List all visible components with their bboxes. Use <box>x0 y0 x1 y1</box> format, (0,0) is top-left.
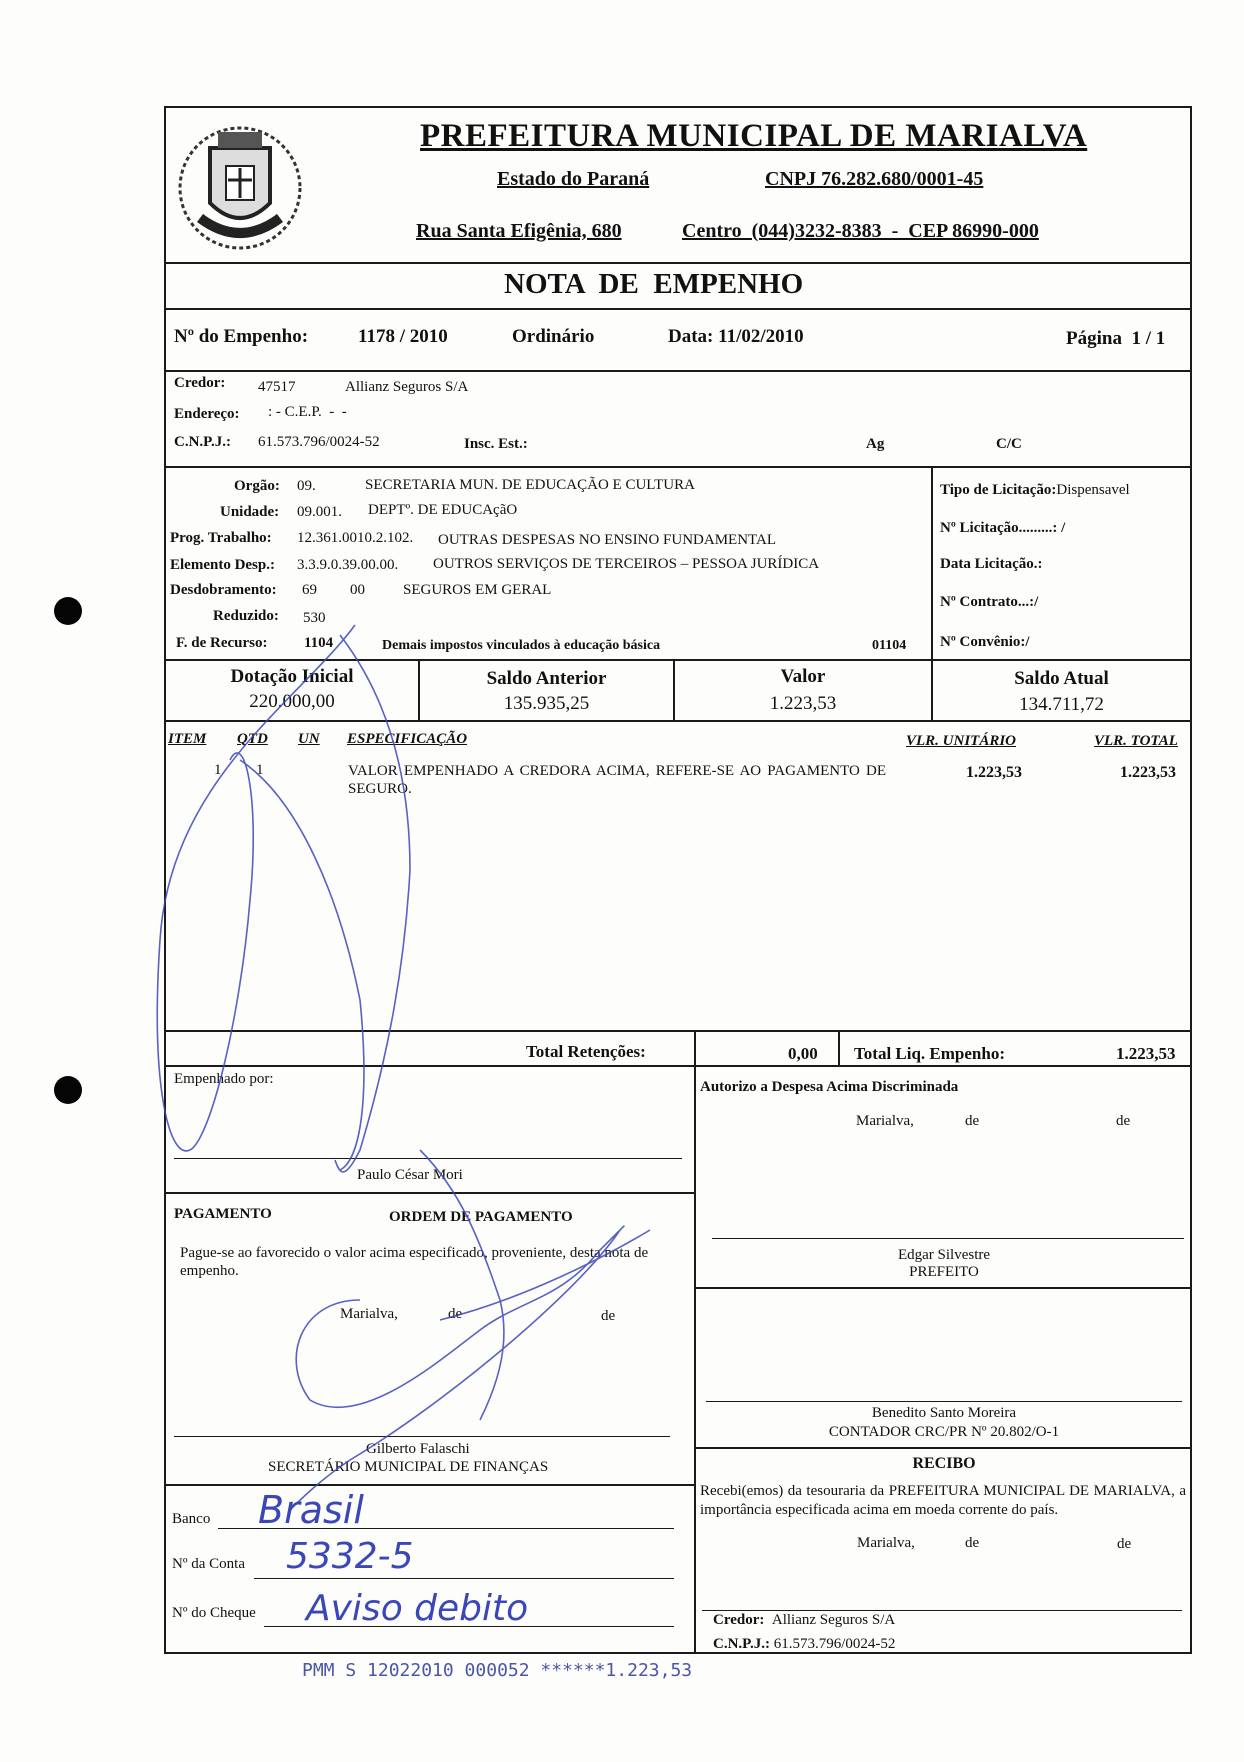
desd-name: SEGUROS EM GERAL <box>403 582 552 598</box>
autorizo-role: PREFEITO <box>909 1264 979 1280</box>
recibo-credor-value: Allianz Seguros S/A <box>771 1612 896 1628</box>
row-unit: 1.223,53 <box>966 764 1022 781</box>
licitacao-num: Nº Licitação.........: / <box>940 520 1066 536</box>
banco-value: Brasil <box>258 1488 364 1532</box>
ag-label: Ag <box>866 436 885 452</box>
col-header-qtd: QTD <box>237 731 268 747</box>
credor-label: Credor: <box>174 375 226 391</box>
dotacao-label: Dotação Inicial <box>230 666 354 687</box>
reduzido-value: 530 <box>303 610 326 626</box>
reduzido-label: Reduzido: <box>213 608 279 624</box>
insc-label: Insc. Est.: <box>464 436 528 452</box>
recibo-cnpj-label: C.N.P.J.: <box>713 1636 770 1652</box>
liq-value: 1.223,53 <box>1116 1044 1176 1063</box>
recibo-credor-label: Credor: <box>713 1612 765 1628</box>
licitacao-tipo-value: Dispensavel <box>1056 482 1130 498</box>
recurso-label: F. de Recurso: <box>176 635 268 651</box>
payment-stamp: PMM S 12022010 000052 ******1.223,53 <box>302 1660 693 1681</box>
header-contact: Centro (044)3232-8383 - CEP 86990-000 <box>682 220 1039 242</box>
recurso-code2: 01104 <box>872 638 907 653</box>
cnpj-value: 61.573.796/0024-52 <box>258 434 380 450</box>
header-cnpj: CNPJ 76.282.680/0001-45 <box>765 168 984 190</box>
recurso-name: Demais impostos vinculados à educação básica <box>382 638 661 653</box>
credor-code: 47517 <box>258 379 296 395</box>
empenho-label: Nº do Empenho: <box>174 326 309 347</box>
licitacao-contrato: Nº Contrato...:/ <box>940 594 1039 610</box>
pagamento-de2: de <box>601 1308 616 1324</box>
empenho-date: Data: 11/02/2010 <box>668 326 804 347</box>
liq-label: Total Liq. Empenho: <box>854 1044 1005 1063</box>
elem-name: OUTROS SERVIÇOS DE TERCEIROS – PESSOA JURÍDICA <box>433 556 820 572</box>
orgao-code: 09. <box>297 478 316 494</box>
conta-label: Nº da Conta <box>172 1556 245 1572</box>
valor-value: 1.223,53 <box>769 693 837 714</box>
autorizo-label: Autorizo a Despesa Acima Discriminada <box>700 1079 959 1095</box>
pagamento-place: Marialva, <box>340 1306 398 1322</box>
pagamento-role: SECRETÁRIO MUNICIPAL DE FINANÇAS <box>268 1459 549 1475</box>
cheque-value: Aviso debito <box>306 1588 529 1629</box>
dotacao-value: 220.000,00 <box>249 691 335 712</box>
licitacao-tipo-label: Tipo de Licitação: <box>940 482 1057 498</box>
desd-sub: 00 <box>350 582 365 598</box>
prog-code: 12.361.0010.2.102. <box>297 530 414 546</box>
recibo-place: Marialva, <box>857 1535 915 1551</box>
ordem-label: ORDEM DE PAGAMENTO <box>389 1209 573 1225</box>
row-total: 1.223,53 <box>1120 764 1176 781</box>
licitacao-convenio: Nº Convênio:/ <box>940 634 1030 650</box>
licitacao-data: Data Licitação.: <box>940 556 1043 572</box>
autorizo-de1: de <box>965 1113 980 1129</box>
orgao-name: SECRETARIA MUN. DE EDUCAÇÃO E CULTURA <box>365 477 695 493</box>
pagamento-signer: Gilberto Falaschi <box>366 1441 470 1457</box>
cheque-label: Nº do Cheque <box>172 1605 256 1621</box>
empenho-type: Ordinário <box>512 326 595 347</box>
cnpj-label: C.N.P.J.: <box>174 434 231 450</box>
unidade-label: Unidade: <box>220 504 280 520</box>
pagamento-de1: de <box>448 1306 463 1322</box>
header-address: Rua Santa Efigênia, 680 <box>416 220 622 242</box>
header-state: Estado do Paraná <box>497 168 650 190</box>
row-item: 1 <box>214 762 222 778</box>
saldo-anterior-value: 135.935,25 <box>503 693 590 714</box>
col-header-spec: ESPECIFICAÇÃO <box>347 731 468 747</box>
saldo-atual-value: 134.711,72 <box>1019 694 1104 715</box>
recibo-de2: de <box>1117 1536 1132 1552</box>
autorizo-place: Marialva, <box>856 1113 914 1129</box>
retencoes-label: Total Retenções: <box>526 1042 646 1061</box>
recibo-label: RECIBO <box>912 1455 976 1472</box>
page-indicator: Página 1 / 1 <box>1066 328 1166 349</box>
desd-code: 69 <box>302 582 317 598</box>
autorizo-name: Edgar Silvestre <box>897 1247 991 1263</box>
col-header-un: UN <box>298 731 320 747</box>
endereco-value: : - C.E.P. - - <box>268 404 347 420</box>
row-spec: VALOR EMPENHADO A CREDORA ACIMA, REFERE-SE AO PAGAMENTO DE SEGURO. <box>348 763 886 797</box>
col-header-item: ITEM <box>168 731 207 747</box>
credor-name: Allianz Seguros S/A <box>345 379 469 395</box>
recibo-cnpj-value: 61.573.796/0024-52 <box>773 1636 896 1652</box>
col-header-total: VLR. TOTAL <box>1094 733 1178 749</box>
row-qtd: 1 <box>256 762 264 778</box>
cc-label: C/C <box>996 436 1022 452</box>
unidade-code: 09.001. <box>297 504 342 520</box>
recurso-code: 1104 <box>304 635 334 651</box>
saldo-atual-label: Saldo Atual <box>1014 668 1109 689</box>
prog-name: OUTRAS DESPESAS NO ENSINO FUNDAMENTAL <box>438 532 776 548</box>
elem-label: Elemento Desp.: <box>170 557 275 573</box>
conta-value: 5332-5 <box>286 1536 414 1577</box>
contador-name: Benedito Santo Moreira <box>871 1405 1017 1421</box>
doc-title: NOTA DE EMPENHO <box>504 268 804 300</box>
retencoes-value: 0,00 <box>788 1044 818 1063</box>
recibo-text: Recebi(emos) da tesouraria da PREFEITURA MUNICIPAL DE MARIALVA, a importância especificada acima em moeda corrente do país. <box>700 1483 1186 1518</box>
contador-role: CONTADOR CRC/PR Nº 20.802/O-1 <box>828 1424 1060 1440</box>
desd-label: Desdobramento: <box>170 582 277 598</box>
unidade-name: DEPTº. DE EDUCAçãO <box>368 502 518 518</box>
orgao-label: Orgão: <box>234 478 280 494</box>
elem-code: 3.3.9.0.39.00.00. <box>297 557 399 573</box>
pagamento-text: Pague-se ao favorecido o valor acima especificado, proveniente, desta nota de empenho. <box>180 1245 649 1279</box>
valor-label: Valor <box>780 666 826 687</box>
saldo-anterior-label: Saldo Anterior <box>486 668 607 689</box>
recibo-de1: de <box>965 1535 980 1551</box>
endereco-label: Endereço: <box>174 406 240 422</box>
header-title: PREFEITURA MUNICIPAL DE MARIALVA <box>420 118 1088 154</box>
prog-label: Prog. Trabalho: <box>170 530 272 546</box>
pagamento-label: PAGAMENTO <box>174 1206 272 1222</box>
empenhado-name: Paulo César Mori <box>357 1167 463 1183</box>
empenho-number: 1178 / 2010 <box>358 326 448 347</box>
banco-label: Banco <box>172 1511 211 1527</box>
empenhado-label: Empenhado por: <box>174 1071 274 1087</box>
col-header-unit: VLR. UNITÁRIO <box>906 733 1017 749</box>
autorizo-de2: de <box>1116 1113 1131 1129</box>
